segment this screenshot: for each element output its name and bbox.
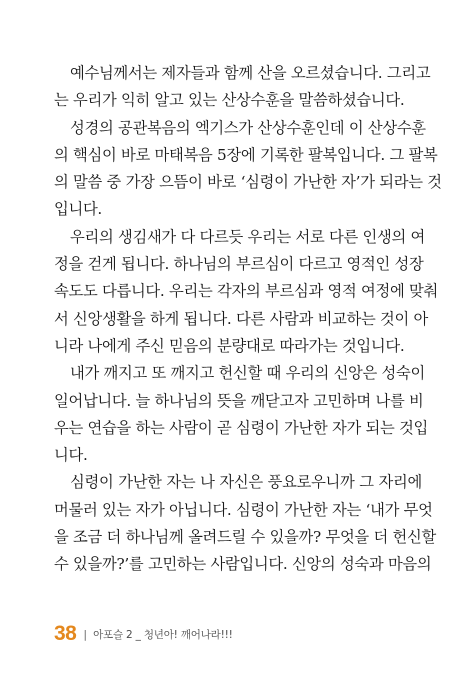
text-line: 입니다. — [54, 200, 102, 219]
text-line: 서 신앙생활을 하게 됩니다. 다른 사람과 비교하는 것이 아 — [54, 309, 429, 328]
text-line: 는 우리가 익히 알고 있는 산상수훈을 말씀하셨습니다. — [54, 91, 405, 110]
text-line: 의 핵심이 바로 마태복음 5장에 기록한 팔복입니다. 그 팔복 — [54, 145, 438, 164]
text-line: 심령이 가난한 자는 나 자신은 풍요로우니까 그 자리에 — [70, 473, 422, 492]
text-line: 내가 깨지고 또 깨지고 헌신할 때 우리의 신앙은 성숙이 — [70, 364, 425, 383]
text-line: 머물러 있는 자가 아닙니다. 심령이 가난한 자는 ‘내가 무엇 — [54, 500, 433, 519]
text-line: 성경의 공관복음의 엑기스가 산상수훈인데 이 산상수훈 — [70, 118, 426, 137]
text-line: 수 있을까?’를 고민하는 사람입니다. 신앙의 성숙과 마음의 — [54, 555, 432, 574]
text-line: 우는 연습을 하는 사람이 곧 심령이 가난한 자가 되는 것입 — [54, 418, 429, 437]
text-line: 일어납니다. 늘 하나님의 뜻을 깨닫고자 고민하며 나를 비 — [54, 391, 424, 410]
running-book-title: 아포슬 2 _ 청년아! 깨어나라!!! — [93, 628, 233, 641]
text-line: 의 말씀 중 가장 으뜸이 바로 ‘심령이 가난한 자’가 되라는 것 — [54, 173, 442, 192]
page-footer — [54, 621, 233, 647]
text-line: 정을 걷게 됩니다. 하나님의 부르심이 다르고 영적인 성장 — [54, 255, 424, 274]
text-line: 우리의 생김새가 다 다르듯 우리는 서로 다른 인생의 여 — [70, 227, 425, 246]
text-line: 니라 나에게 주신 믿음의 분량대로 따라가는 것입니다. — [54, 336, 405, 355]
text-line: 니다. — [54, 446, 88, 465]
text-line: 을 조금 더 하나님께 올려드릴 수 있을까? 무엇을 더 헌신할 — [54, 528, 436, 547]
text-line: 속도도 다릅니다. 우리는 각자의 부르심과 영적 여정에 맞춰 — [54, 282, 438, 301]
page-number: 38 — [54, 622, 77, 645]
footer-separator: | — [83, 627, 88, 641]
body-text — [54, 60, 442, 579]
text-line: 예수님께서는 제자들과 함께 산을 오르셨습니다. 그리고 — [70, 64, 431, 82]
